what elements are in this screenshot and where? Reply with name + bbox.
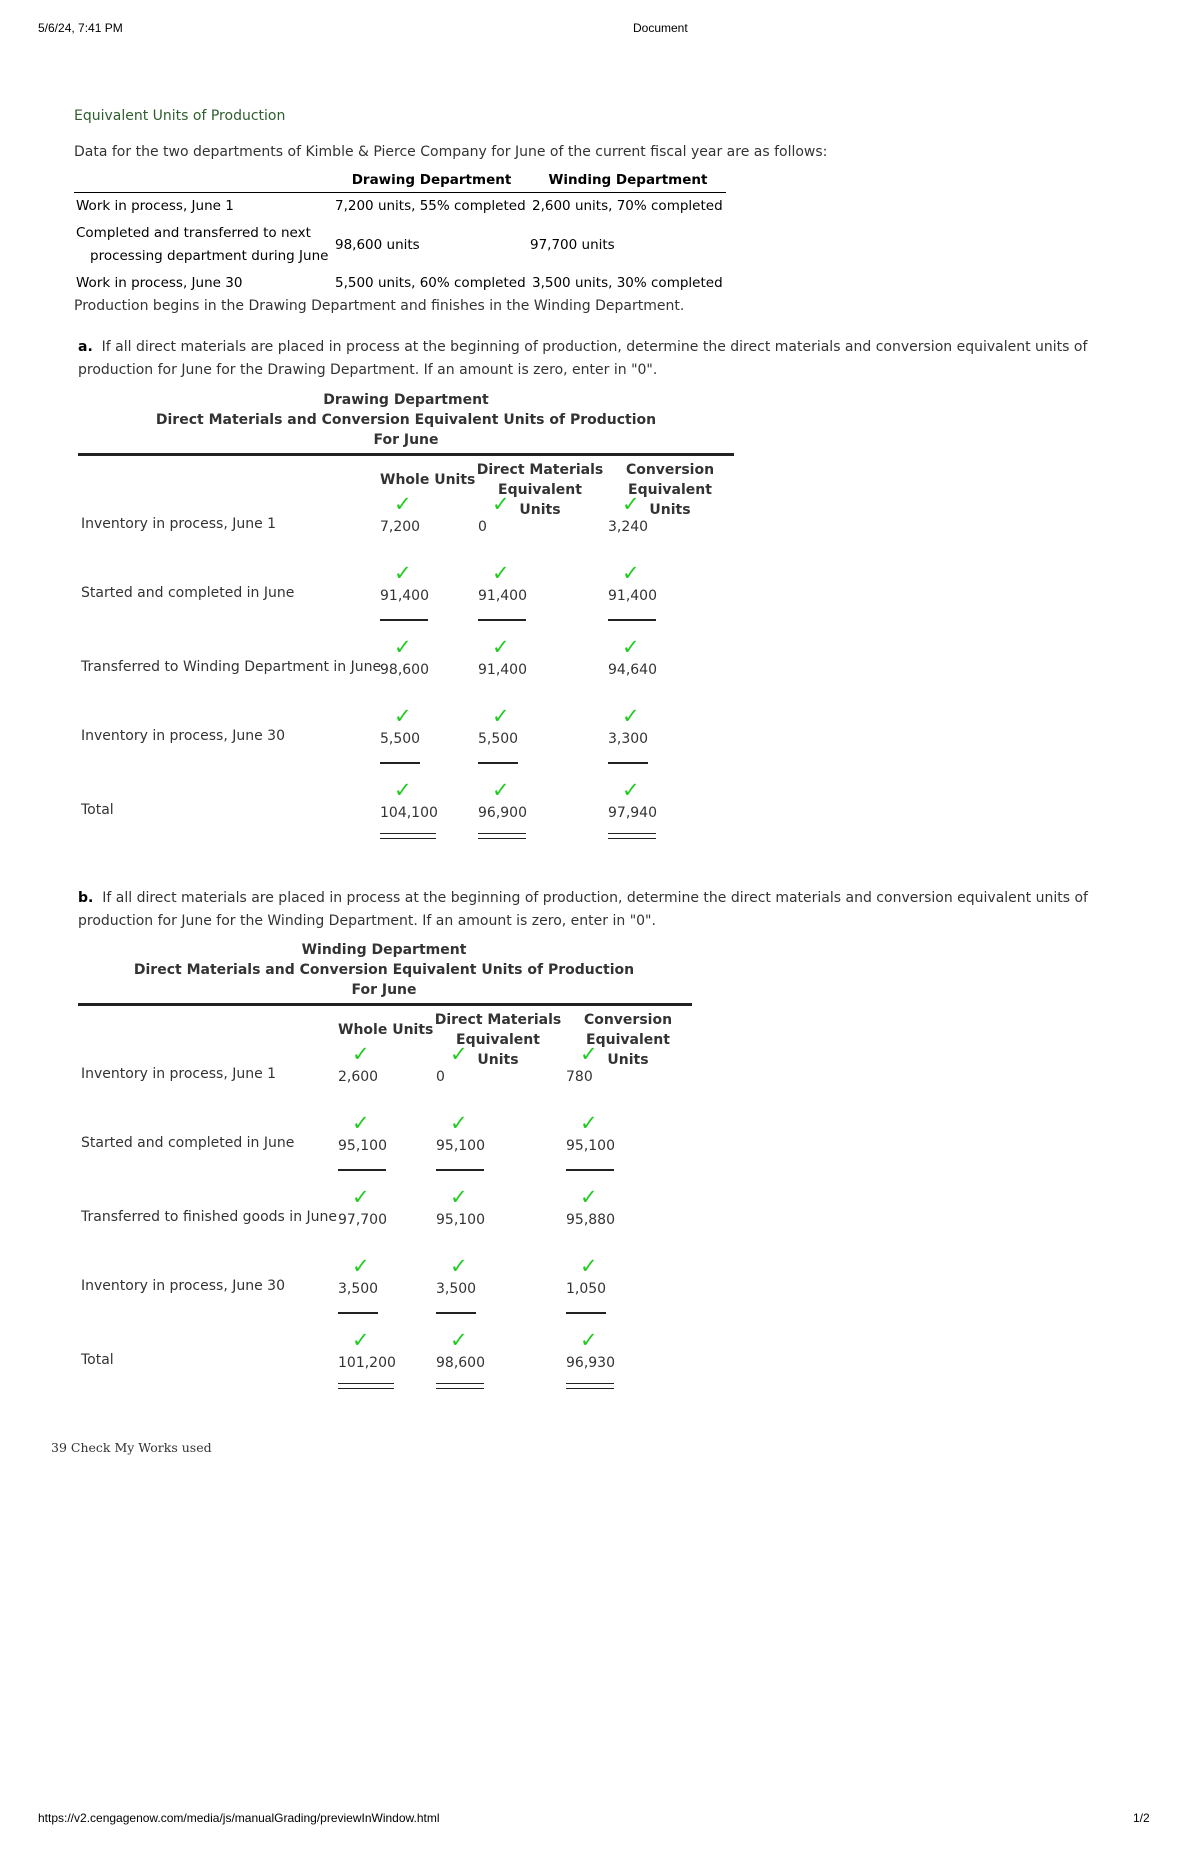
check-icon: ✓ (580, 1185, 598, 1209)
row-label: Inventory in process, June 30 (81, 728, 285, 744)
print-page-number: 1/2 (1133, 1811, 1150, 1825)
answer-value-whole: 2,600 (338, 1069, 379, 1085)
answer-value-conv: 97,940 (608, 805, 657, 821)
check-icon: ✓ (352, 1111, 370, 1135)
answer-value-conv: 3,240 (608, 519, 649, 535)
answer-value-whole: 3,500 (338, 1281, 379, 1297)
check-icon: ✓ (450, 1185, 468, 1209)
production-note: Production begins in the Drawing Department and finishes in the Winding Department. (74, 298, 685, 314)
check-icon: ✓ (580, 1042, 598, 1066)
row-label: Inventory in process, June 1 (81, 516, 277, 532)
col-header-conv-line2: Equivalent Units (628, 482, 712, 518)
answer-value-whole: 91,400 (380, 588, 429, 604)
subtotal-underline (478, 619, 526, 621)
col-header-conv-line1: Conversion (625, 462, 715, 478)
total-double-underline (478, 833, 526, 839)
check-icon: ✓ (580, 1254, 598, 1278)
solution-heading-title: Direct Materials and Conversion Equivalent Units of Production (133, 962, 635, 978)
answer-value-conv: 95,880 (566, 1212, 615, 1228)
answer-value-whole: 98,600 (380, 662, 429, 678)
answer-value-dm: 5,500 (478, 731, 519, 747)
subtotal-underline (380, 619, 428, 621)
winding-value (530, 220, 726, 270)
drawing-value: 5,500 units, 60% completed (335, 275, 526, 291)
answer-value-whole: 95,100 (338, 1138, 387, 1154)
part-b-question (78, 887, 1133, 933)
answer-value-conv: 94,640 (608, 662, 657, 678)
print-doc-title: Document (633, 21, 688, 35)
subtotal-underline (436, 1169, 484, 1171)
check-icon: ✓ (450, 1111, 468, 1135)
check-icon: ✓ (394, 778, 412, 802)
check-icon: ✓ (352, 1185, 370, 1209)
answer-value-conv: 3,300 (608, 731, 649, 747)
answer-value-whole: 97,700 (338, 1212, 387, 1228)
row-label-line2: processing department during June (90, 248, 329, 264)
col-header-dm-line2: Equivalent Units (456, 1032, 540, 1068)
part-a-question-text: If all direct materials are placed in process at the beginning of production, determine the direct materials and conversion equivalent units of production for June for the Drawing Department. If an amount is zero, enter in "0". (78, 339, 1088, 378)
row-label: Started and completed in June (81, 1135, 295, 1151)
row-label: Started and completed in June (81, 585, 295, 601)
check-icon: ✓ (622, 561, 640, 585)
answer-value-dm: 96,900 (478, 805, 527, 821)
col-header-whole-units: Whole Units (380, 472, 476, 488)
row-label: Transferred to Winding Department in June (81, 659, 382, 675)
answer-value-dm: 0 (436, 1069, 445, 1085)
answer-value-dm: 91,400 (478, 588, 527, 604)
subtotal-underline (338, 1169, 386, 1171)
total-double-underline (338, 1383, 394, 1389)
col-header-conv-line1: Conversion (583, 1012, 673, 1028)
answer-value-conv: 1,050 (566, 1281, 607, 1297)
check-icon: ✓ (394, 635, 412, 659)
check-icon: ✓ (352, 1254, 370, 1278)
check-icon: ✓ (580, 1111, 598, 1135)
total-double-underline (380, 833, 436, 839)
solution-heading-period: For June (351, 982, 417, 998)
department-data-table (74, 170, 726, 297)
check-icon: ✓ (394, 561, 412, 585)
solution-heading-dept: Winding Department (301, 942, 467, 958)
row-label: Total (81, 1352, 114, 1368)
winding-value-text: 97,700 units (530, 236, 615, 253)
answer-value-conv: 96,930 (566, 1355, 615, 1371)
col-header-dm-line2: Equivalent Units (498, 482, 582, 518)
total-double-underline (566, 1383, 614, 1389)
check-icon: ✓ (492, 492, 510, 516)
check-icon: ✓ (622, 635, 640, 659)
answer-value-dm: 91,400 (478, 662, 527, 678)
subtotal-underline (566, 1169, 614, 1171)
solution-heading-dept: Drawing Department (323, 392, 489, 408)
check-my-works-count: 39 Check My Works used (51, 1440, 212, 1455)
row-label (74, 220, 333, 270)
check-icon: ✓ (492, 561, 510, 585)
subtotal-underline (436, 1312, 476, 1314)
solution-heading-rule (78, 453, 734, 456)
intro-text: Data for the two departments of Kimble & Pierce Company for June of the current fiscal year are as follows: (74, 144, 828, 160)
col-header-dm-line1: Direct Materials (434, 1012, 562, 1028)
answer-value-dm: 98,600 (436, 1355, 485, 1371)
row-label-line1: Completed and transferred to next (76, 225, 311, 241)
part-a-question (78, 336, 1133, 382)
row-label: Work in process, June 30 (76, 275, 243, 291)
page-title: Equivalent Units of Production (74, 108, 286, 124)
part-b-question-text: If all direct materials are placed in process at the beginning of production, determine the direct materials and conversion equivalent units of production for June for the Winding Department. If an amount is zero, enter in "0". (78, 890, 1088, 929)
check-icon: ✓ (622, 492, 640, 516)
total-double-underline (608, 833, 656, 839)
subtotal-underline (608, 619, 656, 621)
drawing-value: 98,600 units (335, 236, 420, 253)
table-row (74, 270, 726, 297)
subtotal-underline (478, 762, 518, 764)
answer-value-whole: 101,200 (338, 1355, 396, 1371)
part-a-letter: a. (78, 339, 93, 355)
col-header-whole-units: Whole Units (338, 1022, 434, 1038)
table-row (74, 193, 726, 221)
answer-value-whole: 104,100 (380, 805, 438, 821)
print-datetime: 5/6/24, 7:41 PM (38, 21, 123, 35)
winding-dept-header: Winding Department (530, 170, 726, 193)
check-icon: ✓ (492, 778, 510, 802)
winding-value: 2,600 units, 70% completed (532, 198, 723, 214)
row-label: Total (81, 802, 114, 818)
part-b-letter: b. (78, 890, 94, 906)
subtotal-underline (338, 1312, 378, 1314)
drawing-value: 7,200 units, 55% completed (335, 198, 526, 214)
print-url: https://v2.cengagenow.com/media/js/manualGrading/previewInWindow.html (38, 1811, 440, 1825)
subtotal-underline (608, 762, 648, 764)
check-icon: ✓ (492, 704, 510, 728)
blank-header (74, 170, 333, 193)
answer-value-whole: 7,200 (380, 519, 421, 535)
subtotal-underline (380, 762, 420, 764)
answer-value-conv: 95,100 (566, 1138, 615, 1154)
answer-value-conv: 91,400 (608, 588, 657, 604)
row-label: Inventory in process, June 30 (81, 1278, 285, 1294)
answer-value-whole: 5,500 (380, 731, 421, 747)
answer-value-dm: 3,500 (436, 1281, 477, 1297)
solution-heading-title: Direct Materials and Conversion Equivalent Units of Production (155, 412, 657, 428)
solution-heading-rule (78, 1003, 692, 1006)
table-row (74, 220, 726, 270)
solution-heading-period: For June (373, 432, 439, 448)
row-label: Inventory in process, June 1 (81, 1066, 277, 1082)
col-header-dm-line1: Direct Materials (476, 462, 604, 478)
total-double-underline (436, 1383, 484, 1389)
answer-value-dm: 95,100 (436, 1212, 485, 1228)
drawing-dept-header: Drawing Department (333, 170, 530, 193)
check-icon: ✓ (580, 1328, 598, 1352)
check-icon: ✓ (622, 704, 640, 728)
check-icon: ✓ (450, 1254, 468, 1278)
check-icon: ✓ (394, 492, 412, 516)
check-icon: ✓ (352, 1042, 370, 1066)
check-icon: ✓ (492, 635, 510, 659)
answer-value-dm: 95,100 (436, 1138, 485, 1154)
answer-value-conv: 780 (566, 1069, 593, 1085)
winding-value: 3,500 units, 30% completed (532, 275, 723, 291)
subtotal-underline (566, 1312, 606, 1314)
row-label: Transferred to finished goods in June (81, 1209, 337, 1225)
check-icon: ✓ (450, 1042, 468, 1066)
check-icon: ✓ (394, 704, 412, 728)
check-icon: ✓ (622, 778, 640, 802)
col-header-conv-line2: Equivalent Units (586, 1032, 670, 1068)
check-icon: ✓ (352, 1328, 370, 1352)
check-icon: ✓ (450, 1328, 468, 1352)
answer-value-dm: 0 (478, 519, 487, 535)
row-label: Work in process, June 1 (76, 198, 234, 214)
